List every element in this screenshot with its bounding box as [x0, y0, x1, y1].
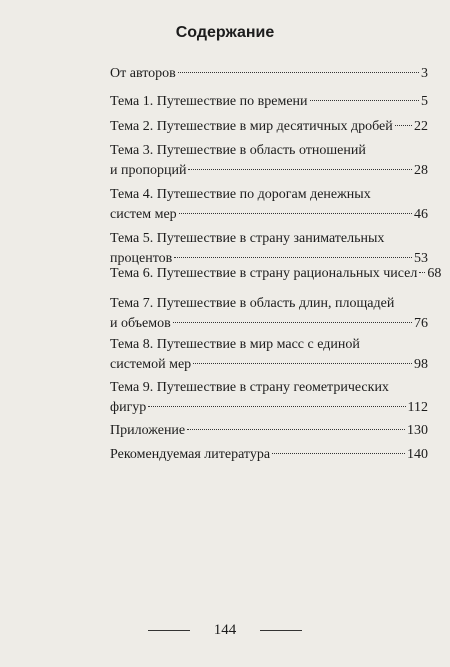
footer-rule-left	[148, 630, 190, 631]
dot-leader	[174, 257, 412, 258]
toc-page-number: 53	[414, 251, 428, 266]
toc-entry-label: Тема 2. Путешествие в мир десятичных дробей	[110, 119, 393, 134]
toc-entry-label: От авторов	[110, 66, 176, 81]
toc-entry	[110, 264, 442, 284]
dot-leader	[148, 406, 405, 407]
toc-page-number: 68	[427, 266, 442, 281]
dot-leader	[395, 125, 412, 126]
toc-entry	[110, 445, 428, 465]
page-number: 144	[213, 622, 237, 638]
toc-entry	[110, 229, 428, 269]
toc-page-number: 112	[407, 400, 428, 415]
toc-page-number: 5	[421, 94, 428, 109]
toc-entry	[110, 185, 428, 225]
footer-rule-right	[260, 630, 302, 631]
toc-entry-first-line: Тема 5. Путешествие в страну занимательных	[110, 231, 385, 246]
dot-leader	[173, 322, 412, 323]
toc-entry-first-line: Тема 7. Путешествие в область длин, площадей	[110, 296, 395, 311]
dot-leader	[188, 169, 412, 170]
toc-entry	[110, 294, 428, 334]
toc-entry	[110, 92, 428, 112]
toc-page-number: 22	[414, 119, 428, 134]
dot-leader	[179, 213, 412, 214]
toc-entry-label: Тема 6. Путешествие в страну рациональных чисел	[110, 266, 418, 281]
toc-page-number: 28	[414, 163, 428, 178]
toc-entry	[110, 64, 428, 84]
dot-leader	[178, 72, 419, 73]
dot-leader	[193, 363, 412, 364]
toc-entry	[110, 378, 428, 418]
toc-page-number: 130	[407, 423, 428, 438]
toc-page-number: 3	[421, 66, 428, 81]
toc-entry	[110, 141, 428, 181]
dot-leader	[419, 272, 425, 273]
dot-leader	[187, 429, 405, 430]
toc-entry-first-line: Тема 4. Путешествие по дорогам денежных	[110, 187, 371, 202]
toc-entry-label: системой мер	[110, 357, 192, 372]
toc-entry-label: и пропорций	[110, 163, 187, 178]
toc-entry-label: и объемов	[110, 316, 171, 331]
toc-entry	[110, 335, 428, 375]
toc-page-number: 98	[414, 357, 428, 372]
toc-entry-first-line: Тема 3. Путешествие в область отношений	[110, 143, 366, 158]
toc-entry	[110, 421, 428, 441]
toc-page-number: 46	[414, 207, 428, 222]
toc-entry	[110, 117, 428, 137]
toc-page-number: 76	[414, 316, 428, 331]
dot-leader	[272, 453, 405, 454]
dot-leader	[310, 100, 419, 101]
toc-entry-label: Приложение	[110, 423, 186, 438]
toc-entry-label: Тема 1. Путешествие по времени	[110, 94, 308, 109]
toc-entry-label: процентов	[110, 251, 173, 266]
toc-page-number: 140	[407, 447, 428, 462]
toc-entry-first-line: Тема 8. Путешествие в мир масс с единой	[110, 337, 360, 352]
toc-entry-first-line: Тема 9. Путешествие в страну геометрических	[110, 380, 389, 395]
toc-entry-label: фигур	[110, 400, 147, 415]
page-title: Содержание	[175, 24, 275, 41]
page-footer	[0, 622, 450, 639]
toc-entry-label: систем мер	[110, 207, 177, 222]
toc-entry-label: Рекомендуемая литература	[110, 447, 271, 462]
